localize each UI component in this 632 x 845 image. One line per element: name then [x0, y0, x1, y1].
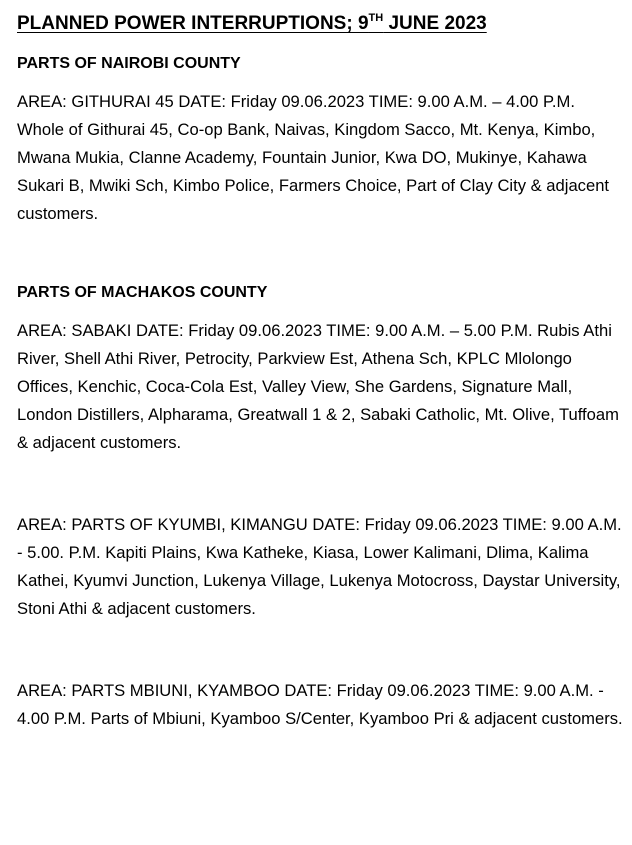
document-title — [17, 10, 623, 38]
title-prefix: PLANNED POWER INTERRUPTIONS; 9 — [17, 13, 369, 34]
notice-githurai: AREA: GITHURAI 45 DATE: Friday 09.06.2023 TIME: 9.00 A.M. – 4.00 P.M. Whole of Githurai 45, Co-op Bank, Naivas, Kingdom Sacco, Mt. Kenya, Kimbo, Mwana Mukia, Clanne Academy, Fountain Junior, Kwa DO, Mukinye, Kahawa Sukari B, Mwiki Sch, Kimbo Police, Farmers Choice, Part of Clay City & adjacent customers. — [17, 92, 610, 223]
county-heading-machakos: PARTS OF MACHAKOS COUNTY — [17, 284, 268, 301]
title-suffix: JUNE 2023 — [383, 13, 487, 34]
title-superscript: TH — [368, 12, 384, 24]
notice-mbiuni-kyamboo: AREA: PARTS MBIUNI, KYAMBOO DATE: Friday 09.06.2023 TIME: 9.00 A.M. - 4.00 P.M. Parts of Mbiuni, Kyamboo S/Center, Kyamboo Pri & adjacent customers. — [17, 681, 623, 728]
county-heading-nairobi: PARTS OF NAIROBI COUNTY — [17, 55, 241, 72]
document-page — [17, 10, 623, 733]
notice-kyumbi-kimangu: AREA: PARTS OF KYUMBI, KIMANGU DATE: Friday 09.06.2023 TIME: 9.00 A.M. - 5.00. P.M. Kapiti Plains, Kwa Katheke, Kiasa, Lower Kalimani, Dlima, Kalima Kathei, Kyumvi Junction, Lukenya Village, Lukenya Motocross, Daystar University, Stoni Athi & adjacent customers. — [17, 515, 622, 618]
notice-sabaki: AREA: SABAKI DATE: Friday 09.06.2023 TIME: 9.00 A.M. – 5.00 P.M. Rubis Athi River, Shell Athi River, Petrocity, Parkview Est, Athena Sch, KPLC Mlolongo Offices, Kenchic, Coca-Cola Est, Valley View, She Gardens, Signature Mall, London Distillers, Alpharama, Greatwall 1 & 2, Sabaki Catholic, Mt. Olive, Tuffoam & adjacent customers. — [17, 321, 619, 452]
